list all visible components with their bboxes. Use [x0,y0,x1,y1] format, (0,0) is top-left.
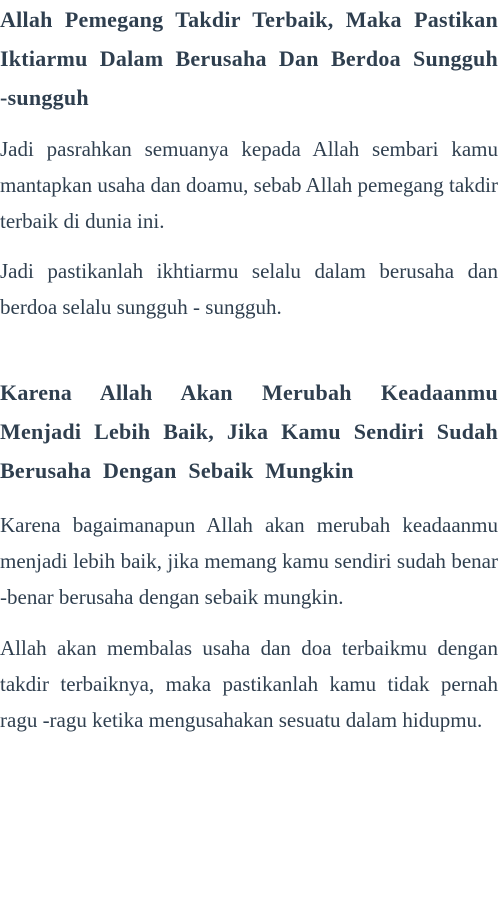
section-paragraph: Allah akan membalas usaha dan doa terbaikmu dengan takdir terbaiknya, maka pastikanlah kamu tidak pernah ragu -ragu ketika mengusahakan sesuatu dalam hidupmu. [0,636,498,732]
section-paragraph: Karena bagaimanapun Allah akan merubah keadaanmu menjadi lebih baik, jika memang kamu sendiri sudah benar -benar berusaha dengan sebaik mungkin. [0,513,498,609]
article-section [0,373,498,738]
section-heading: Karena Allah Akan Merubah Keadaanmu Menjadi Lebih Baik, Jika Kamu Sendiri Sudah Berusaha Dengan Sebaik Mungkin [0,380,498,483]
section-paragraph: Jadi pastikanlah ikhtiarmu selalu dalam berusaha dan berdoa selalu sungguh - sungguh. [0,259,498,319]
section-paragraph: Jadi pasrahkan semuanya kepada Allah sembari kamu mantapkan usaha dan doamu, sebab Allah pemegang takdir terbaik di dunia ini. [0,137,499,233]
section-heading: Allah Pemegang Takdir Terbaik, Maka Pastikan Iktiarmu Dalam Berusaha Dan Berdoa Sungguh -sungguh [0,7,498,110]
article-section [0,0,498,325]
